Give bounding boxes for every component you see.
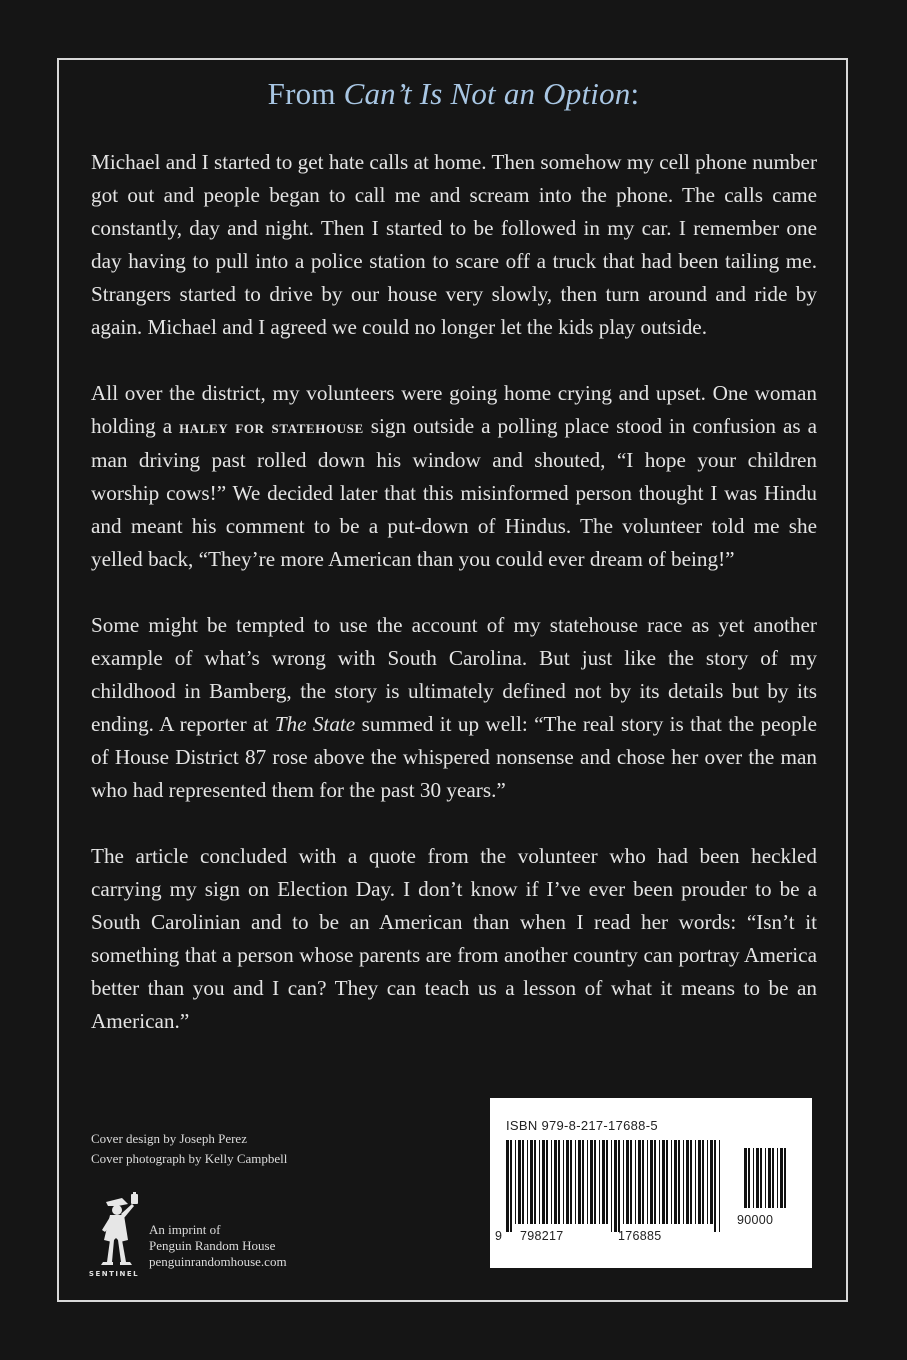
barcode-bar bbox=[753, 1148, 754, 1208]
barcode-bar bbox=[510, 1140, 512, 1232]
barcode-bar bbox=[578, 1140, 581, 1224]
barcode-bar bbox=[602, 1140, 605, 1224]
barcode-bar bbox=[534, 1140, 536, 1224]
imprint-line-2: Penguin Random House bbox=[149, 1238, 276, 1253]
barcode-bar bbox=[686, 1140, 689, 1224]
excerpt-paragraph-2 bbox=[91, 377, 817, 576]
barcode-bar bbox=[650, 1140, 653, 1224]
barcode-bar bbox=[570, 1140, 572, 1224]
barcode-bar bbox=[756, 1148, 759, 1208]
heading-suffix: : bbox=[630, 76, 640, 111]
barcode-bar bbox=[748, 1148, 750, 1208]
barcode-bar bbox=[626, 1140, 629, 1224]
barcode-bar bbox=[518, 1140, 521, 1224]
barcode-bar bbox=[522, 1140, 524, 1224]
barcode-bar bbox=[707, 1140, 708, 1224]
barcode-bar bbox=[671, 1140, 672, 1224]
barcode-bar bbox=[642, 1140, 644, 1224]
barcode-bar bbox=[772, 1148, 774, 1208]
barcode-digits-right: 176885 bbox=[618, 1229, 662, 1243]
barcode-bar bbox=[566, 1140, 569, 1224]
barcode-bar bbox=[587, 1140, 588, 1224]
barcode-bar bbox=[659, 1140, 660, 1224]
barcode-bar bbox=[554, 1140, 557, 1224]
barcode-bar bbox=[678, 1140, 680, 1224]
barcode-bar bbox=[714, 1140, 716, 1232]
cover-design-credit: Cover design by Joseph Perez bbox=[91, 1131, 247, 1146]
barcode-bar bbox=[630, 1140, 632, 1224]
barcode-digit-first: 9 bbox=[495, 1229, 503, 1243]
barcode-bar bbox=[780, 1148, 783, 1208]
heading-prefix: From bbox=[267, 76, 344, 111]
barcode-bar bbox=[760, 1148, 762, 1208]
barcode-bar bbox=[563, 1140, 564, 1224]
barcode-bar bbox=[765, 1148, 766, 1208]
barcode-bar bbox=[768, 1148, 771, 1208]
barcode-bar bbox=[695, 1140, 696, 1224]
barcode-bar bbox=[606, 1140, 608, 1224]
publisher-mark: SENTINEL bbox=[88, 1270, 140, 1278]
paragraph-2-start: All over the district, my volunteers were going home crying and upset. One woman holding a bbox=[91, 381, 817, 438]
barcode-bar bbox=[542, 1140, 545, 1224]
barcode-bar bbox=[506, 1140, 509, 1232]
excerpt-heading bbox=[0, 76, 907, 112]
cover-credits bbox=[91, 1129, 287, 1169]
barcode-bar bbox=[710, 1140, 713, 1224]
sentinel-minuteman-icon bbox=[86, 1192, 156, 1272]
paragraph-3-start: Some might be tempted to use the account of my statehouse race as yet another example of what’s wrong with South Carolina. But just like the story of my childhood in Bamberg, the story is ultimately defined not by its details but by its ending. A reporter at bbox=[91, 613, 817, 736]
barcode-bar bbox=[515, 1140, 516, 1224]
main-barcode-icon bbox=[506, 1140, 720, 1232]
barcode-bar bbox=[551, 1140, 552, 1224]
barcode-bar bbox=[662, 1140, 665, 1224]
barcode-addon-digits: 90000 bbox=[737, 1213, 774, 1227]
barcode-bar bbox=[558, 1140, 560, 1224]
barcode-bar bbox=[674, 1140, 677, 1224]
barcode-bar bbox=[582, 1140, 584, 1224]
imprint-line-1: An imprint of bbox=[149, 1222, 221, 1237]
imprint-info bbox=[149, 1222, 287, 1270]
addon-barcode-icon bbox=[744, 1148, 786, 1208]
paragraph-3-end: summed it up well: “The real story is that the people of House District 87 rose above the whispered nonsense and chose her over the man who had represented them for the past 30 years.” bbox=[91, 712, 818, 802]
barcode-bar bbox=[546, 1140, 548, 1224]
newspaper-name: The State bbox=[274, 712, 356, 736]
excerpt-paragraph-3 bbox=[91, 609, 817, 807]
barcode-bar bbox=[539, 1140, 540, 1224]
barcode-bar bbox=[530, 1140, 533, 1224]
barcode-bar bbox=[527, 1140, 528, 1224]
cover-photo-credit: Cover photograph by Kelly Campbell bbox=[91, 1151, 288, 1166]
barcode-bar bbox=[784, 1148, 786, 1208]
barcode-bar bbox=[618, 1140, 620, 1232]
barcode-bar bbox=[638, 1140, 641, 1224]
barcode-bar bbox=[777, 1148, 778, 1208]
campaign-sign-text: haley for statehouse bbox=[179, 417, 364, 438]
barcode-bar bbox=[698, 1140, 701, 1224]
barcode-bar bbox=[635, 1140, 636, 1224]
barcode-bar bbox=[744, 1148, 747, 1208]
barcode-bar bbox=[594, 1140, 596, 1224]
barcode-bar bbox=[702, 1140, 704, 1224]
barcode-bar bbox=[666, 1140, 668, 1224]
barcode-bar bbox=[575, 1140, 576, 1224]
barcode-bar bbox=[654, 1140, 656, 1224]
barcode-bar bbox=[690, 1140, 692, 1224]
excerpt-body bbox=[91, 146, 817, 1071]
isbn-barcode-box bbox=[490, 1098, 812, 1268]
barcode-bar bbox=[611, 1140, 612, 1232]
barcode-bar bbox=[683, 1140, 684, 1224]
excerpt-paragraph-4: The article concluded with a quote from the volunteer who had been heckled carrying my sign on Election Day. I don’t know if I’ve ever been prouder to be a South Carolinian and to be an American than when I read her words: “Isn’t it something that a person whose parents are from another country can portray America better than you and I can? They can teach us a lesson of what it means to be an American.” bbox=[91, 844, 817, 1033]
barcode-bar bbox=[599, 1140, 600, 1224]
excerpt-paragraph-1: Michael and I started to get hate calls at home. Then somehow my cell phone number got out and people began to call me and scream into the phone. The calls came constantly, day and night. Then I started to be followed in my car. I remember one day having to pull into a police station to scare off a truck that had been tailing me. Strangers started to drive by our house very slowly, then turn around and ride by again. Michael and I agreed we could no longer let the kids play outside. bbox=[91, 150, 817, 339]
paragraph-2-end: sign outside a polling place stood in confusion as a man driving past rolled down his window and shouted, “I hope your children worship cows!” We decided later that this misinformed person thought I was Hindu and meant his comment to be a put-down of Hindus. The volunteer told me she yelled back, “They’re more American than you could ever dream of being!” bbox=[91, 414, 817, 571]
barcode-bar bbox=[614, 1140, 617, 1232]
barcode-bar bbox=[647, 1140, 648, 1224]
barcode-digits-left: 798217 bbox=[520, 1229, 564, 1243]
barcode-bar bbox=[719, 1140, 720, 1232]
barcode-bar bbox=[623, 1140, 624, 1224]
publisher-website: penguinrandomhouse.com bbox=[149, 1254, 287, 1269]
barcode-bar bbox=[590, 1140, 593, 1224]
book-title: Can’t Is Not an Option bbox=[343, 76, 631, 111]
isbn-number: ISBN 979-8-217-17688-5 bbox=[506, 1118, 658, 1133]
